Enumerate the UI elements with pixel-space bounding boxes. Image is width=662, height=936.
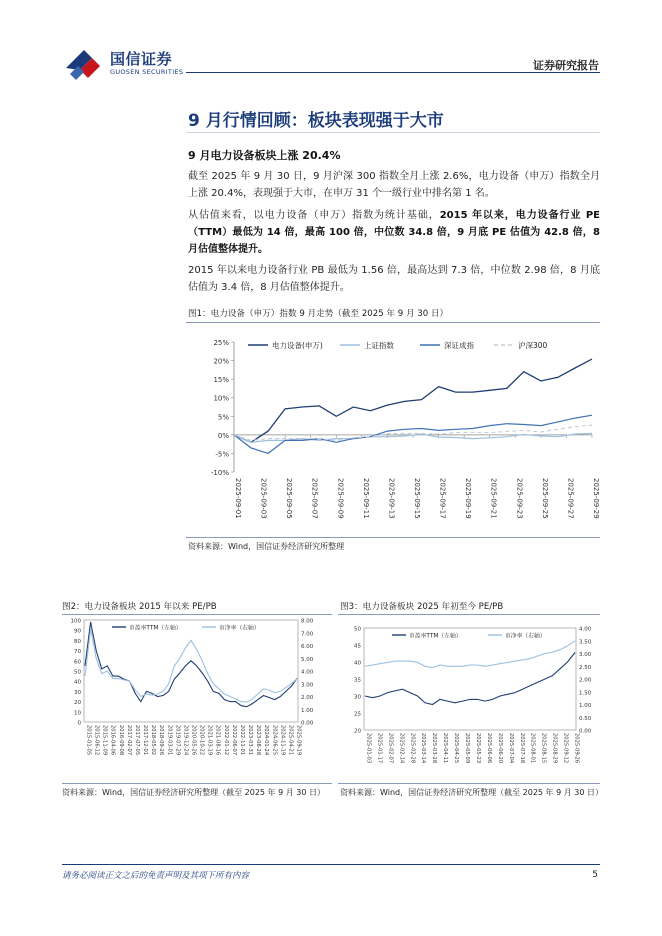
report-type-label: 证券研究报告 (533, 59, 599, 72)
chart2-x-tick-label: 2015-01-05 (85, 725, 92, 756)
chart3-x-tick-label: 2025-07-18 (518, 733, 525, 764)
chart3-x-tick-label: 2025-06-20 (496, 733, 503, 764)
chart3-series-1-line (365, 641, 575, 668)
chart1-y-tick-label: 25% (213, 339, 229, 347)
chart2-x-tick-label: 2024-01-24 (263, 725, 270, 756)
chart1-legend-label: 上证指数 (364, 341, 394, 350)
chart2-x-tick-label: 2022-01-12 (222, 725, 229, 756)
chart2-y-left-tick-label: 70 (74, 649, 81, 656)
figure3-caption: 图3：电力设备板块 2025 年初至今 PE/PB (340, 602, 504, 612)
figure1-chart (188, 326, 600, 536)
chart2-x-tick-label: 2020-05-26 (190, 725, 197, 756)
chart2-y-left-tick-label: 100 (70, 618, 81, 625)
chart3-y-right-tick-label: 0.00 (579, 728, 592, 735)
chart1-x-tick-label: 2025-09-15 (413, 478, 421, 519)
chart1-y-tick-label: 0% (217, 431, 229, 440)
chart1-y-tick-label: 5% (217, 413, 229, 422)
company-name-cn: 国信证券 (110, 50, 173, 68)
figure3-caption-rule (338, 614, 600, 615)
chart2-x-tick-label: 2015-11-09 (101, 725, 108, 756)
chart2-y-left-tick-label: 90 (74, 628, 81, 635)
chart3-legend-label: 市盈率TTM（左轴） (409, 633, 462, 640)
chart1-legend-label: 沪深300 (518, 341, 548, 350)
chart2-x-tick-label: 2019-07-29 (174, 725, 181, 756)
chart3-y-left-tick-label: 25 (354, 711, 361, 718)
chart2-y-right-tick-label: 7.00 (301, 631, 314, 638)
chart1-x-tick-label: 2025-09-03 (259, 478, 268, 519)
chart3-series-0-line (365, 653, 575, 705)
chart1-y-tick-label: -10% (210, 469, 229, 477)
section-title: 9 月行情回顾：板块表现强于大市 (188, 111, 444, 131)
chart2-y-left-tick-label: 20 (74, 700, 81, 707)
chart1-y-tick-label: 15% (213, 376, 229, 385)
paragraph-pe-lead: 从估值来看，以电力设备（申万）指数为统计基础， (188, 210, 440, 221)
chart1-x-tick-label: 2025-09-09 (336, 478, 345, 519)
paragraph-pe-valuation (188, 207, 600, 258)
chart1-x-tick-label: 2025-09-21 (489, 478, 498, 519)
chart1-y-tick-label: -5% (215, 450, 229, 459)
chart1-y-tick-label: 10% (213, 394, 229, 403)
chart3-x-tick-label: 2025-04-11 (442, 733, 449, 764)
figure1-caption-rule (186, 322, 600, 323)
chart2-x-tick-label: 2023-03-31 (247, 725, 254, 756)
chart1-x-tick-label: 2025-09-25 (540, 478, 549, 519)
chart2-legend-label: 市盈率TTM（左轴） (129, 625, 182, 632)
chart2-series-1-line (85, 629, 297, 702)
paragraph-market-summary: 截至 2025 年 9 月 30 日，9 月沪深 300 指数全月上涨 2.6%，电力设备（申万）指数全月上涨 20.4%，表现强于大市，在申万 31 个一级行业中排名第 1 名。 (188, 171, 600, 199)
chart3-y-left-tick-label: 30 (354, 694, 361, 701)
chart1-x-tick-label: 2025-09-07 (310, 478, 319, 519)
chart3-x-tick-label: 2025-05-23 (474, 733, 481, 764)
figure1-source: 资料来源：Wind，国信证券经济研究所整理 (188, 542, 345, 551)
section-subtitle: 9 月电力设备板块上涨 20.4% (188, 149, 341, 162)
chart3-y-right-tick-label: 0.50 (579, 715, 592, 722)
chart1-y-tick-label: 20% (213, 357, 229, 366)
chart1-x-tick-label: 2025-09-17 (438, 478, 447, 519)
chart1-x-tick-label: 2025-09-27 (566, 478, 575, 519)
chart3-y-right-tick-label: 2.00 (579, 677, 592, 684)
chart3-y-left-tick-label: 45 (354, 643, 361, 650)
chart3-x-tick-label: 2025-03-28 (431, 733, 438, 764)
chart1-legend-label: 深证成指 (444, 341, 474, 350)
chart3-x-tick-label: 2025-09-12 (562, 733, 569, 764)
chart2-y-left-tick-label: 60 (74, 659, 81, 666)
chart2-x-tick-label: 2019-03-01 (166, 725, 173, 756)
chart2-x-tick-label: 2016-04-06 (109, 725, 116, 756)
chart2-x-tick-label: 2024-06-25 (271, 725, 278, 756)
chart2-y-left-tick-label: 30 (74, 689, 81, 696)
company-logo-mark (62, 44, 106, 80)
chart1-x-tick-label: 2025-09-01 (234, 478, 242, 519)
chart2-series-0-line (85, 622, 297, 707)
figure1-caption: 图1：电力设备（申万）指数 9 月走势（截至 2025 年 9 月 30 日） (188, 309, 449, 319)
chart2-y-left-tick-label: 40 (74, 679, 81, 686)
figure2-chart (62, 618, 332, 770)
chart2-y-right-tick-label: 6.00 (301, 644, 314, 650)
chart2-x-tick-label: 2020-10-22 (198, 725, 205, 756)
chart2-x-tick-label: 2022-11-01 (238, 725, 245, 756)
figure2-source: 资料来源：Wind，国信证券经济研究所整理（截至 2025 年 9 月 30 日） (62, 788, 325, 797)
figure2-bottom-rule (62, 783, 332, 784)
chart2-legend-label: 市净率（右轴） (219, 625, 260, 632)
chart3-x-tick-label: 2025-04-25 (453, 733, 460, 764)
chart2-plot-frame (84, 620, 298, 722)
page-number: 5 (592, 870, 598, 880)
figure2-caption-rule (62, 614, 332, 615)
chart2-x-tick-label: 2022-06-07 (230, 725, 237, 756)
chart3-y-right-tick-label: 4.00 (579, 626, 592, 633)
chart2-y-right-tick-label: 5.00 (301, 656, 314, 663)
chart3-x-tick-label: 2025-08-01 (529, 733, 536, 764)
chart2-x-tick-label: 2023-08-28 (255, 725, 262, 756)
chart3-y-left-tick-label: 20 (354, 728, 361, 735)
chart1-x-tick-label: 2025-09-23 (515, 478, 524, 519)
chart1-x-tick-label: 2025-09-05 (285, 478, 294, 519)
chart3-x-tick-label: 2025-07-04 (507, 733, 514, 764)
chart1-legend-label: 电力设备(申万) (272, 341, 323, 350)
chart2-x-tick-label: 2017-07-05 (133, 725, 140, 756)
disclaimer-note: 请务必阅读正文之后的免责声明及其项下所有内容 (62, 871, 250, 881)
chart2-y-right-tick-label: 3.00 (301, 682, 314, 689)
figure1-bottom-rule (186, 537, 600, 538)
figure3-source: 资料来源：Wind，国信证券经济研究所整理（截至 2025 年 9 月 30 日） (340, 788, 603, 797)
chart1-x-tick-label: 2025-09-11 (361, 478, 370, 519)
chart3-x-tick-label: 2025-02-07 (387, 733, 394, 764)
chart3-x-tick-label: 2025-09-26 (573, 733, 580, 764)
chart2-y-left-tick-label: 50 (74, 669, 81, 676)
chart3-x-tick-label: 2025-02-14 (398, 733, 405, 764)
header-divider (186, 72, 600, 73)
chart3-y-left-tick-label: 50 (354, 626, 361, 633)
chart2-y-left-tick-label: 10 (74, 710, 81, 717)
chart3-y-right-tick-label: 3.00 (579, 652, 592, 658)
paragraph-pb-valuation: 2015 年以来电力设备行业 PB 最低为 1.56 倍，最高达到 7.3 倍，中位数 2.98 倍，8 月底估值为 3.4 倍，8 月估值整体提升。 (188, 265, 600, 293)
company-name-en: GUOSEN SECURITIES (110, 68, 184, 76)
chart3-legend-label: 市净率（右轴） (505, 633, 546, 640)
company-logo (62, 44, 182, 80)
chart3-x-tick-label: 2025-01-03 (365, 733, 372, 764)
chart2-y-left-tick-label: 80 (74, 638, 81, 645)
chart2-y-right-tick-label: 1.00 (301, 707, 314, 714)
chart3-y-right-tick-label: 1.50 (579, 690, 592, 697)
chart2-x-tick-label: 2021-03-19 (206, 725, 213, 756)
chart2-x-tick-label: 2024-11-19 (279, 725, 286, 756)
chart3-y-left-tick-label: 40 (354, 660, 361, 667)
chart1-series-0-line (234, 359, 592, 442)
chart3-y-right-tick-label: 2.50 (579, 664, 592, 671)
chart2-y-left-tick-label: 0 (77, 720, 81, 727)
chart2-x-tick-label: 2019-12-24 (182, 725, 189, 756)
chart2-x-tick-label: 2021-08-16 (214, 725, 221, 756)
chart3-x-tick-label: 2025-01-17 (376, 733, 383, 764)
chart1-series-3-line (234, 425, 592, 440)
chart2-x-tick-label: 2025-04-21 (287, 725, 294, 756)
chart3-x-tick-label: 2025-05-09 (464, 733, 471, 764)
figure2-caption: 图2：电力设备板块 2015 年以来 PE/PB (62, 602, 217, 612)
chart2-x-tick-label: 2017-02-07 (125, 725, 132, 756)
chart3-x-tick-label: 2025-08-15 (540, 733, 547, 764)
chart1-series-2-line (234, 415, 592, 453)
chart1-x-tick-label: 2025-09-29 (592, 478, 600, 519)
chart2-y-right-tick-label: 0.00 (301, 720, 314, 727)
chart2-y-right-tick-label: 2.00 (301, 695, 314, 701)
chart2-x-tick-label: 2018-05-02 (150, 725, 157, 756)
chart2-x-tick-label: 2018-09-26 (158, 725, 165, 756)
chart1-x-tick-label: 2025-09-13 (387, 478, 396, 519)
chart3-y-right-tick-label: 3.50 (579, 639, 592, 646)
figure3-chart (340, 618, 602, 770)
chart3-y-right-tick-label: 1.00 (579, 703, 592, 709)
chart1-x-tick-label: 2025-09-19 (464, 478, 473, 519)
chart3-x-tick-label: 2025-08-29 (551, 733, 558, 764)
section-divider (186, 132, 600, 133)
chart3-x-tick-label: 2025-06-06 (485, 733, 492, 764)
chart2-x-tick-label: 2016-09-08 (117, 725, 124, 756)
chart2-x-tick-label: 2015-06-12 (93, 725, 100, 756)
chart3-y-left-tick-label: 35 (354, 677, 361, 684)
chart2-y-right-tick-label: 4.00 (301, 669, 314, 676)
chart2-x-tick-label: 2025-09-19 (295, 725, 302, 756)
paragraph-pe-highlight: 2015 年以来，电力设备行业 PE（TTM）最低为 14 倍，最高 100 倍，中位数 34.8 倍，9 月底 PE 估值为 42.8 倍，8 月估值整体提升。 (188, 210, 600, 255)
chart3-x-tick-label: 2025-03-14 (420, 733, 427, 764)
figure3-bottom-rule (338, 783, 600, 784)
footer-divider (62, 864, 600, 865)
chart3-x-tick-label: 2025-02-28 (409, 733, 416, 764)
chart2-y-right-tick-label: 8.00 (301, 618, 314, 625)
chart2-x-tick-label: 2017-12-01 (142, 725, 149, 756)
